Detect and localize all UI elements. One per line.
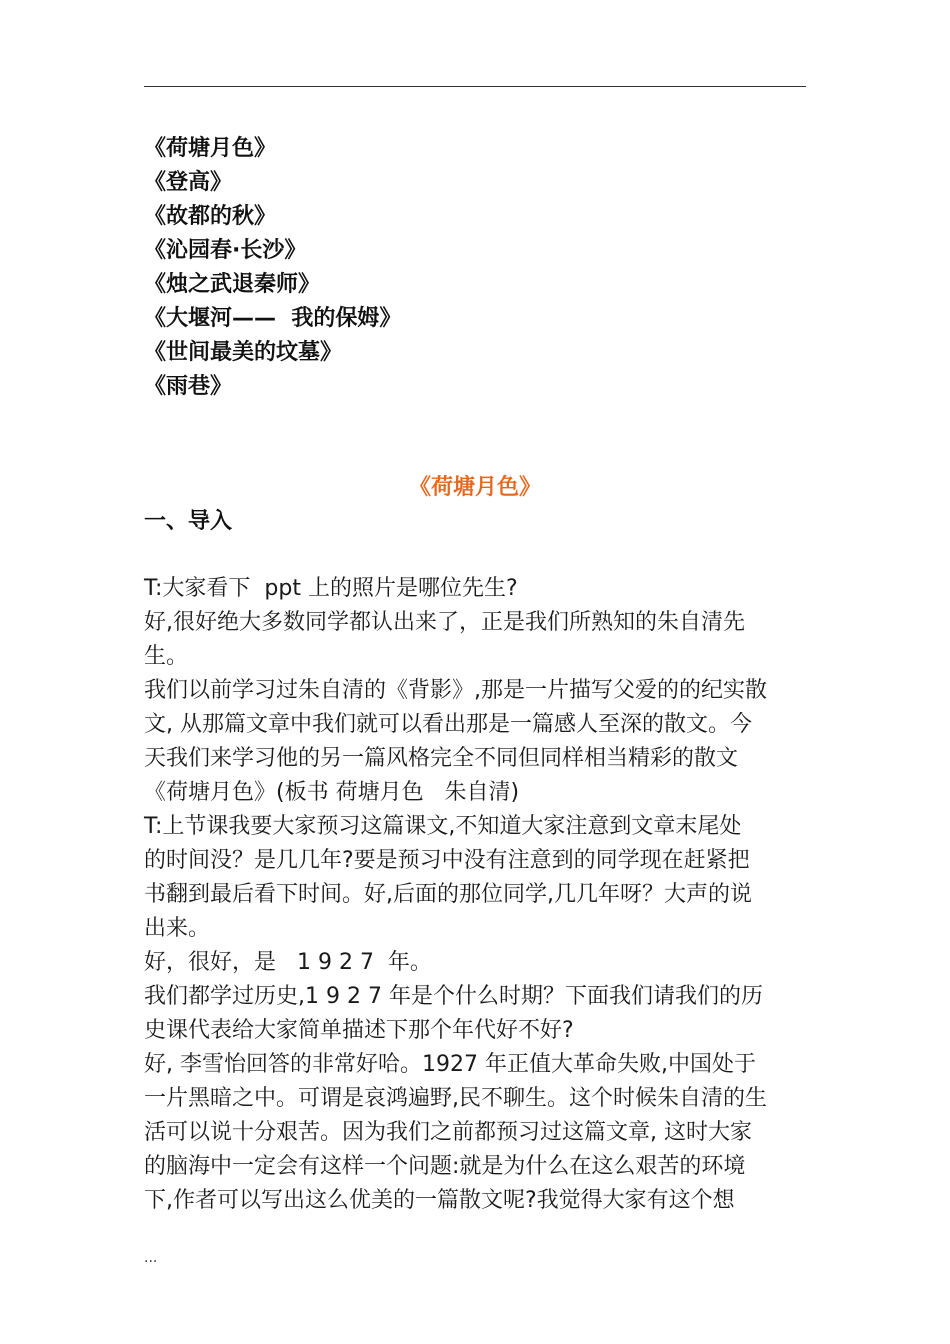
section-title: 《荷塘月色》 bbox=[408, 475, 541, 500]
body-line: 我们以前学习过朱自清的《背影》,那是一片描写父爱的的纪实散 bbox=[144, 678, 767, 703]
toc-item: 《登高》 bbox=[144, 170, 233, 195]
section-heading: 一、导入 bbox=[144, 509, 233, 534]
toc-item: 《雨巷》 bbox=[144, 374, 233, 399]
body-line: 下,作者可以写出这么优美的一篇散文呢?我觉得大家有这个想 bbox=[144, 1188, 735, 1213]
body-line: 的脑海中一定会有这样一个问题:就是为什么在这么艰苦的环境 bbox=[144, 1154, 746, 1179]
body-line: 一片黑暗之中。可谓是哀鸿遍野,民不聊生。这个时候朱自清的生 bbox=[144, 1086, 767, 1111]
body-text bbox=[144, 572, 806, 1218]
body-line: 文, 从那篇文章中我们就可以看出那是一篇感人至深的散文。今 bbox=[144, 712, 752, 737]
body-line: 书翻到最后看下时间。好,后面的那位同学,几几年呀？大声的说 bbox=[144, 882, 752, 907]
body-line: T:上节课我要大家预习这篇课文,不知道大家注意到文章末尾处 bbox=[144, 814, 742, 839]
toc-item: 《烛之武退秦师》 bbox=[144, 272, 321, 297]
body-line: 天我们来学习他的另一篇风格完全不同但同样相当精彩的散文 bbox=[144, 746, 739, 771]
body-line: 活可以说十分艰苦。因为我们之前都预习过这篇文章, 这时大家 bbox=[144, 1120, 752, 1145]
body-line: 出来。 bbox=[144, 916, 211, 941]
body-line: T:大家看下 ppt 上的照片是哪位先生? bbox=[144, 576, 518, 601]
toc-item: 《故都的秋》 bbox=[144, 204, 277, 229]
page-continuation-mark: ... bbox=[144, 1250, 158, 1266]
toc-item: 《荷塘月色》 bbox=[144, 136, 277, 161]
body-line: 好，很好，是 1 9 2 7 年。 bbox=[144, 950, 432, 975]
body-line: 好, 李雪怡回答的非常好哈。1927 年正值大革命失败,中国处于 bbox=[144, 1052, 756, 1077]
body-line: 我们都学过历史,1 9 2 7 年是个什么时期？下面我们请我们的历 bbox=[144, 984, 763, 1009]
body-line: 的时间没？是几几年?要是预习中没有注意到的同学现在赶紧把 bbox=[144, 848, 750, 873]
table-of-contents bbox=[144, 132, 401, 404]
body-line: 好,很好绝大多数同学都认出来了，正是我们所熟知的朱自清先 bbox=[144, 610, 745, 635]
toc-item: 《世间最美的坟墓》 bbox=[144, 340, 343, 365]
header-rule bbox=[144, 86, 806, 87]
toc-item: 《沁园春·长沙》 bbox=[144, 238, 307, 263]
body-line: 《荷塘月色》(板书 荷塘月色 朱自清) bbox=[144, 780, 520, 805]
toc-item: 《大堰河—— 我的保姆》 bbox=[144, 306, 402, 331]
body-line: 史课代表给大家简单描述下那个年代好不好? bbox=[144, 1018, 574, 1043]
body-line: 生。 bbox=[144, 644, 189, 669]
